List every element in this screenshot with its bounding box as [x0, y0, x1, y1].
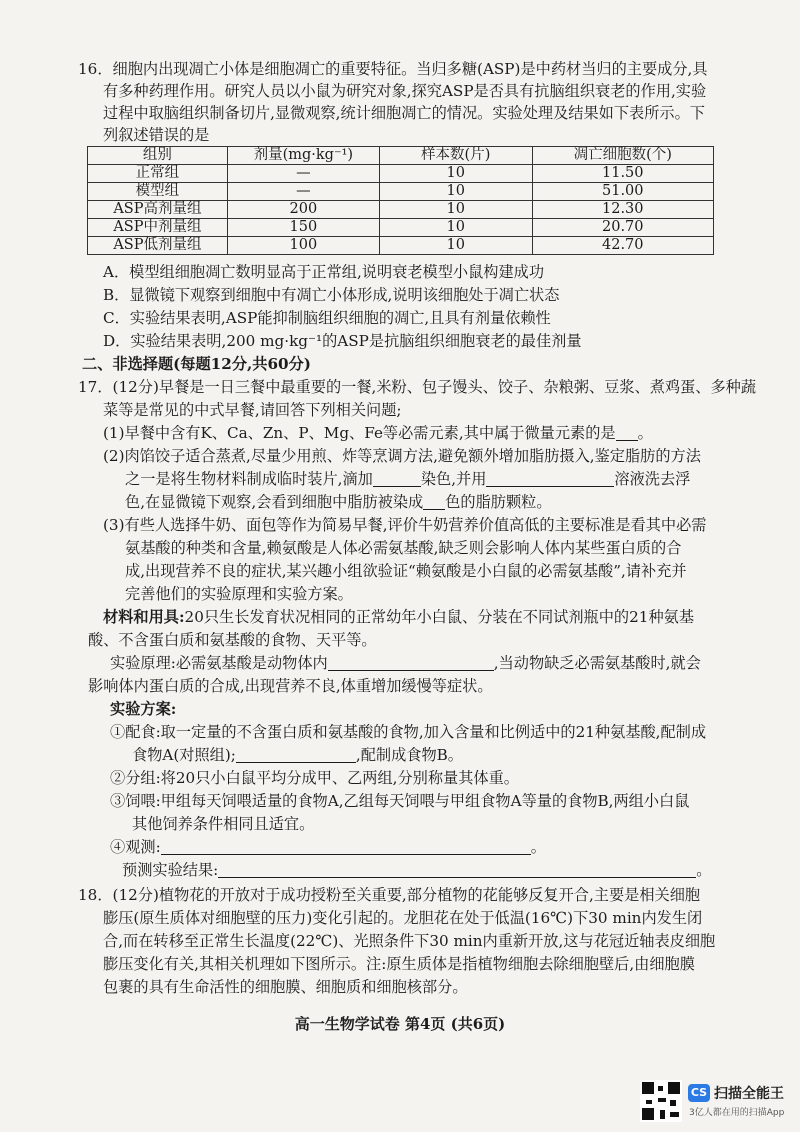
q17-part1-text: (1)早餐中含有K、Ca、Zn、P、Mg、Fe等必需元素,其中属于微量元素的是 [103, 424, 616, 442]
q17-step2: ②分组:将20只小白鼠平均分成甲、乙两组,分别称量其体重。 [110, 769, 519, 787]
q17-step1-line-2 [132, 744, 463, 766]
q17-step3-line-2: 其他饲养条件相同且适宜。 [132, 815, 315, 833]
q17-part2-line-2 [125, 468, 690, 490]
table-header-cell: 凋亡细胞数(个) [532, 147, 713, 165]
punctuation: 。 [696, 861, 712, 879]
q18-line-1: 18．(12分)植物花的开放对于成功授粉至关重要,部分植物的花能够反复开合,主要是相关细胞 [78, 886, 701, 904]
q17-part2-line-1: (2)肉馅饺子适合蒸煮,尽量少用煎、炸等烹调方法,避免额外增加脂肪摄入,鉴定脂肪的方法 [103, 447, 701, 465]
q17-part2-line-3 [125, 491, 552, 513]
q17-part3-line-3: 成,出现营养不良的症状,某兴趣小组欲验证“赖氨酸是小白鼠的必需氨基酸”,请补充并 [125, 562, 687, 580]
table-cell: 10 [379, 201, 532, 219]
q17-principle-line-2: 影响体内蛋白质的合成,出现营养不良,体重增加缓慢等症状。 [88, 677, 493, 695]
table-row [88, 183, 714, 201]
table-header-cell: 样本数(片) [379, 147, 532, 165]
answer-blank[interactable] [161, 838, 531, 855]
table-cell: 模型组 [88, 183, 228, 201]
q16-option-c: C．实验结果表明,ASP能抑制脑组织细胞的凋亡,且具有剂量依赖性 [103, 309, 551, 327]
table-header-row [88, 147, 714, 165]
q17-prediction [122, 859, 711, 881]
q17-materials [103, 606, 694, 628]
q16-line-1: 16．细胞内出现凋亡小体是细胞凋亡的重要特征。当归多糖(ASP)是中药材当归的主要成分,具 [78, 60, 708, 78]
scanner-app-name: 扫描全能王 [714, 1086, 784, 1102]
table-cell: — [227, 165, 379, 183]
q17-part2-text: 染色,并用 [420, 470, 487, 488]
q17-step1-line-1: ①配食:取一定量的不含蛋白质和氨基酸的食物,加入含量和比例适中的21种氨基酸,配制成 [110, 723, 707, 741]
page-footer: 高一生物学试卷 第4页 (共6页) [294, 1015, 506, 1033]
answer-blank[interactable] [236, 746, 356, 763]
q17-part3-line-1: (3)有些人选择牛奶、面包等作为简易早餐,评价牛奶营养价值高低的主要标准是看其中必需 [103, 516, 707, 534]
step1-text: 食物A(对照组); [132, 746, 236, 764]
q17-step4 [110, 836, 546, 858]
materials-text: 20只生长发育状况相同的正常幼年小白鼠、分装在不同试剂瓶中的21种氨基 [184, 608, 695, 626]
table-cell: 200 [227, 201, 379, 219]
prediction-text: 预测实验结果: [122, 861, 219, 879]
table-row [88, 219, 714, 237]
step1-text: ,配制成食物B。 [355, 746, 463, 764]
table-cell: 100 [227, 237, 379, 255]
q18-line-2: 膨压(原生质体对细胞壁的压力)变化引起的。龙胆花在处于低温(16℃)下30 min内发生闭 [103, 909, 703, 927]
plan-label: 实验方案: [110, 700, 177, 718]
table-cell: 正常组 [88, 165, 228, 183]
answer-blank[interactable] [423, 493, 445, 510]
table-row [88, 201, 714, 219]
principle-text: ,当动物缺乏必需氨基酸时,就会 [493, 654, 701, 672]
table-cell: 51.00 [532, 183, 713, 201]
q16-line-2: 有多种药理作用。研究人员以小鼠为研究对象,探究ASP是否具有抗脑组织衰老的作用,实验 [103, 82, 707, 100]
punctuation: 。 [530, 838, 546, 856]
table-cell: 10 [379, 183, 532, 201]
table-cell: 12.30 [532, 201, 713, 219]
q16-line-3: 过程中取脑组织制备切片,显微观察,统计细胞凋亡的情况。实验处理及结果如下表所示。下 [103, 104, 705, 122]
camscanner-logo-icon: CS [688, 1084, 710, 1102]
table-cell: ASP低剂量组 [88, 237, 228, 255]
table-row [88, 165, 714, 183]
q18-line-3: 合,而在转移至正常生长温度(22℃)、光照条件下30 min内重新开放,这与花冠近轴表皮细胞 [103, 932, 716, 950]
table-cell: 42.70 [532, 237, 713, 255]
q17-part2-text: 色,在显微镜下观察,会看到细胞中脂肪被染成 [125, 493, 424, 511]
q17-materials-line-2: 酸、不含蛋白质和氨基酸的食物、天平等。 [88, 631, 377, 649]
q17-part2-text: 色的脂肪颗粒。 [445, 493, 552, 511]
q16-line-4: 列叙述错误的是 [103, 126, 210, 144]
table-cell: 11.50 [532, 165, 713, 183]
q17-step3-line-1: ③饲喂:甲组每天饲喂适量的食物A,乙组每天饲喂与甲组食物A等量的食物B,两组小白鼠 [110, 792, 690, 810]
section-heading: 二、非选择题(每题12分,共60分) [82, 355, 311, 373]
table-header-cell: 剂量(mg·kg⁻¹) [227, 147, 379, 165]
q16-option-d: D．实验结果表明,200 mg·kg⁻¹的ASP是抗脑组织细胞衰老的最佳剂量 [103, 332, 582, 350]
answer-blank[interactable] [218, 861, 696, 878]
q17-principle-line-1 [110, 652, 701, 674]
table-cell: 10 [379, 219, 532, 237]
table-cell: ASP中剂量组 [88, 219, 228, 237]
q18-line-5: 包裹的具有生命活性的细胞膜、细胞质和细胞核部分。 [103, 978, 468, 996]
q16-option-b: B．显微镜下观察到细胞中有凋亡小体形成,说明该细胞处于凋亡状态 [103, 286, 560, 304]
principle-text: 实验原理:必需氨基酸是动物体内 [110, 654, 328, 672]
table-cell: ASP高剂量组 [88, 201, 228, 219]
materials-label: 材料和用具: [103, 608, 185, 626]
table-row [88, 237, 714, 255]
table-header-cell: 组别 [88, 147, 228, 165]
qr-code-icon [640, 1080, 682, 1122]
q17-part2-text: 溶液洗去浮 [614, 470, 691, 488]
punctuation: 。 [637, 424, 653, 442]
q17-part1 [103, 422, 653, 444]
table-cell: 150 [227, 219, 379, 237]
q16-data-table [87, 146, 714, 255]
q18-line-4: 膨压变化有关,其相关机理如下图所示。注:原生质体是指植物细胞去除细胞壁后,由细胞膜 [103, 955, 695, 973]
q17-part2-text: 之一是将生物材料制成临时装片,滴加 [125, 470, 373, 488]
q17-intro-line-1: 17．(12分)早餐是一日三餐中最重要的一餐,米粉、包子馒头、饺子、杂粮粥、豆浆、煮鸡蛋、多种蔬 [78, 378, 757, 396]
q17-part3-line-2: 氨基酸的种类和含量,赖氨酸是人体必需氨基酸,缺乏则会影响人体内某些蛋白质的合 [125, 539, 682, 557]
step4-text: ④观测: [110, 838, 161, 856]
table-cell: 20.70 [532, 219, 713, 237]
answer-blank[interactable] [486, 470, 614, 487]
table-cell: — [227, 183, 379, 201]
scanner-tagline: 3亿人都在用的扫描App [689, 1108, 785, 1118]
answer-blank[interactable] [616, 424, 638, 441]
table-cell: 10 [379, 237, 532, 255]
q16-option-a: A．模型组细胞凋亡数明显高于正常组,说明衰老模型小鼠构建成功 [103, 263, 545, 281]
q17-part3-line-4: 完善他们的实验原理和实验方案。 [125, 585, 353, 603]
answer-blank[interactable] [373, 470, 421, 487]
answer-blank[interactable] [328, 654, 494, 671]
table-cell: 10 [379, 165, 532, 183]
q17-intro-line-2: 菜等是常见的中式早餐,请回答下列相关问题; [103, 401, 402, 419]
